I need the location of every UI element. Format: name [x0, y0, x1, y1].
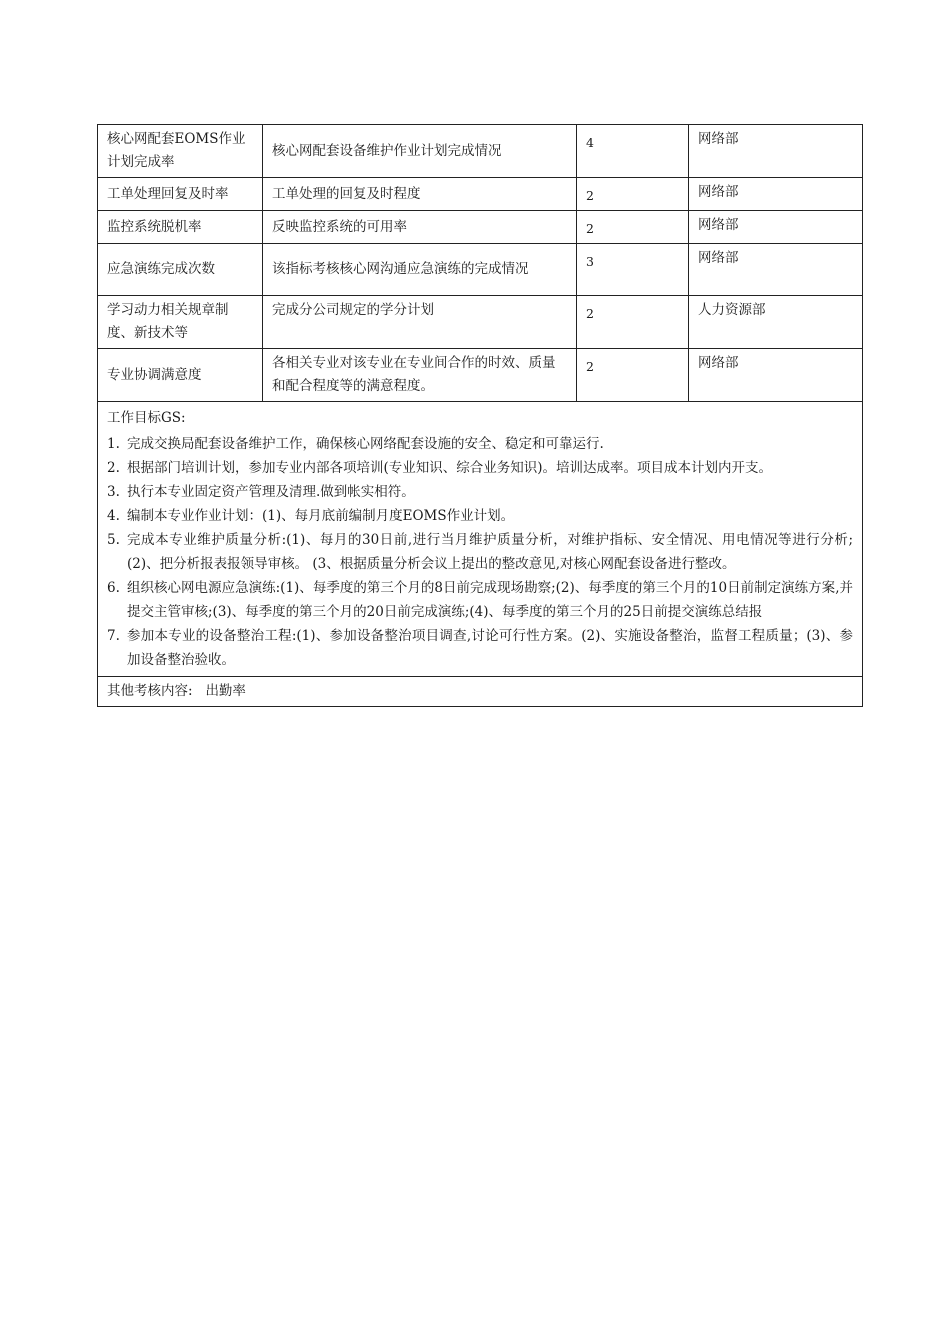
- other-cell: [98, 677, 863, 707]
- kpi-department: 网络部: [689, 349, 863, 402]
- table-row: [98, 211, 863, 244]
- kpi-weight: 4: [577, 125, 689, 178]
- item-text: 完成交换局配套设备维护工作，确保核心网络配套设施的安全、稳定和可靠运行.: [127, 436, 604, 452]
- kpi-weight: 2: [577, 296, 689, 349]
- kpi-department: 网络部: [689, 244, 863, 296]
- kpi-weight: 2: [577, 178, 689, 211]
- kpi-department: 网络部: [689, 125, 863, 178]
- table-row: [98, 349, 863, 402]
- item-number: 7.: [107, 628, 120, 644]
- kpi-department: 网络部: [689, 178, 863, 211]
- objectives-row: [98, 402, 863, 677]
- item-number: 6.: [107, 580, 120, 596]
- assessment-table: [97, 124, 863, 707]
- kpi-name: 专业协调满意度: [98, 349, 263, 402]
- kpi-description: 反映监控系统的可用率: [263, 211, 577, 244]
- other-row: [98, 677, 863, 707]
- table-row: [98, 178, 863, 211]
- item-text: 执行本专业固定资产管理及清理.做到帐实相符。: [127, 484, 415, 500]
- kpi-weight: 2: [577, 349, 689, 402]
- kpi-description: 核心网配套设备维护作业计划完成情况: [263, 125, 577, 178]
- objectives-list: [107, 432, 853, 672]
- kpi-department: 人力资源部: [689, 296, 863, 349]
- item-text: 编制本专业作业计划：(1)、每月底前编制月度EOMS作业计划。: [127, 508, 515, 524]
- list-item: [107, 576, 853, 624]
- kpi-name: 监控系统脱机率: [98, 211, 263, 244]
- list-item: [107, 624, 853, 672]
- item-text: 根据部门培训计划，参加专业内部各项培训(专业知识、综合业务知识)。培训达成率。项目成本计划内开支。: [127, 460, 773, 476]
- kpi-name: 工单处理回复及时率: [98, 178, 263, 211]
- item-text: 组织核心网电源应急演练:(1)、每季度的第三个月的8日前完成现场勘察;(2)、每季度的第三个月的10日前制定演练方案,并提交主管审核;(3)、每季度的第三个月的20日前完成演练;(4)、每季度的第三个月的25日前提交演练总结报: [127, 580, 853, 620]
- item-number: 3.: [107, 484, 120, 500]
- item-text: 完成本专业维护质量分析:(1)、每月的30日前,进行当月维护质量分析，对维护指标、安全情况、用电情况等进行分析;(2)、把分析报表报领导审核。 (3、根据质量分析会议上提出的整改意见,对核心网配套设备进行整改。: [127, 532, 853, 572]
- kpi-weight: 3: [577, 244, 689, 296]
- item-text: 参加本专业的设备整治工程:(1)、参加设备整治项目调查,讨论可行性方案。(2)、实施设备整治，监督工程质量；(3)、参加设备整治验收。: [127, 628, 853, 668]
- kpi-description: 各相关专业对该专业在专业间合作的时效、质量和配合程度等的满意程度。: [263, 349, 577, 402]
- table-row: [98, 296, 863, 349]
- kpi-department: 网络部: [689, 211, 863, 244]
- list-item: [107, 456, 853, 480]
- item-number: 2.: [107, 460, 120, 476]
- list-item: [107, 504, 853, 528]
- item-number: 1.: [107, 436, 120, 452]
- list-item: [107, 528, 853, 576]
- kpi-description: 工单处理的回复及时程度: [263, 178, 577, 211]
- item-number: 5.: [107, 532, 120, 548]
- objectives-cell: [98, 402, 863, 677]
- objectives-title: 工作目标GS:: [107, 410, 186, 426]
- other-value: 出勤率: [205, 683, 246, 699]
- kpi-description: 完成分公司规定的学分计划: [263, 296, 577, 349]
- list-item: [107, 480, 853, 504]
- table-row: [98, 244, 863, 296]
- table-row: [98, 125, 863, 178]
- kpi-name: 核心网配套EOMS作业计划完成率: [98, 125, 263, 178]
- item-number: 4.: [107, 508, 120, 524]
- kpi-name: 学习动力相关规章制度、新技术等: [98, 296, 263, 349]
- kpi-name: 应急演练完成次数: [98, 244, 263, 296]
- list-item: [107, 432, 853, 456]
- kpi-weight: 2: [577, 211, 689, 244]
- kpi-description: 该指标考核核心网沟通应急演练的完成情况: [263, 244, 577, 296]
- other-label: 其他考核内容:: [107, 683, 193, 699]
